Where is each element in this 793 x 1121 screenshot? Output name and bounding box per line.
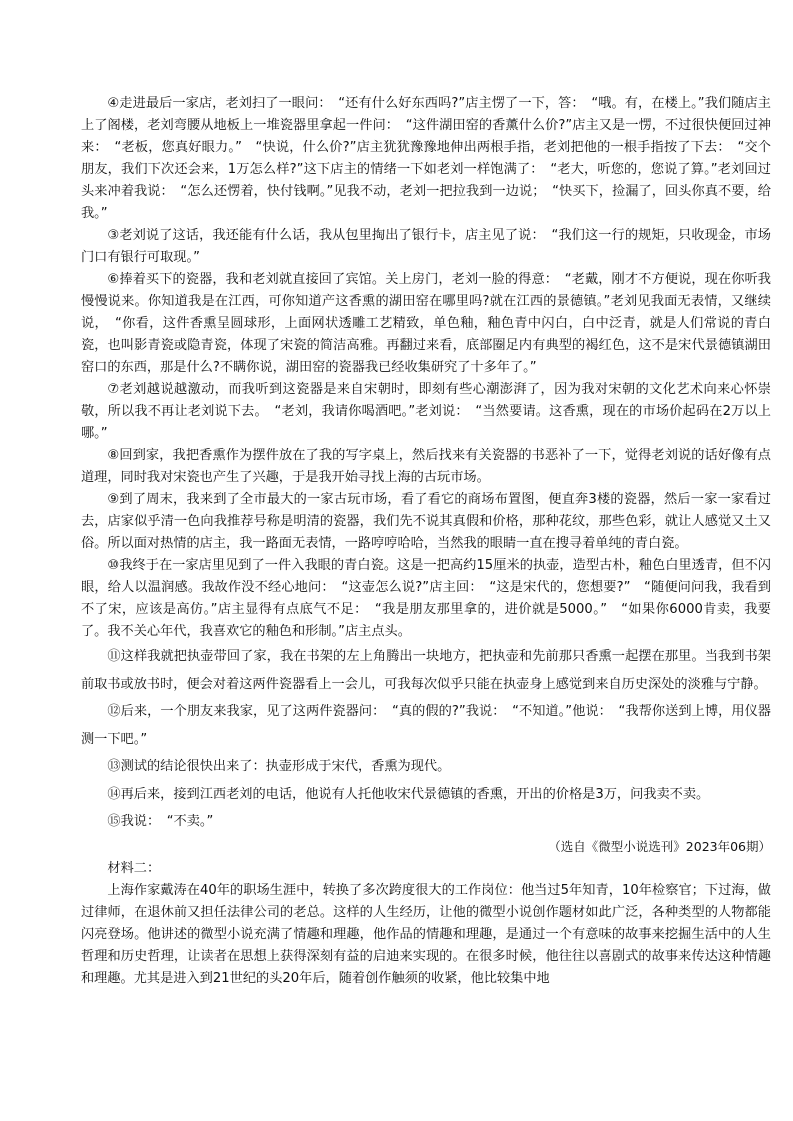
source-citation: （选自《微型小说选刊》2023年06期） — [548, 838, 771, 854]
paragraph-13: ⑬测试的结论很快出来了：执壶形成于宋代，香熏为现代。 — [107, 759, 451, 774]
paragraph-9: ⑨到了周末，我来到了全市最大的一家古玩市场，看了看它的商场布置图，便直奔3楼的瓷器，然后一家一家看过去，店家似乎清一色向我推荐号称是明清的瓷器，我们先不说其真假和价格，那种花纹，那些色彩，就让人感觉又土又俗。所以面对热情的店主，我一路面无表情，一路哼哼哈哈，当然我的眼睛一直在搜寻着单纯的青白瓷。 — [81, 492, 771, 551]
paragraph-12: ⑫后来，一个朋友来我家，见了这两件瓷器问： “真的假的?”我说： “不知道。”他说： “我帮你送到上博，用仪器测一下吧。” — [81, 704, 771, 747]
paragraph-7: ⑦老刘越说越激动，而我听到这瓷器是来自宋朝时，即刻有些心潮澎湃了，因为我对宋朝的文化艺术向来心怀崇敬，所以我不再让老刘说下去。 “老刘，我请你喝酒吧。”老刘说： “当然要请。这香熏，现在的市场价起码在2万以上哪。” — [81, 382, 771, 441]
material-2-heading: 材料二： — [107, 860, 161, 876]
paragraph-10: ⑩我终于在一家店里见到了一件入我眼的青白瓷。这是一把高约15厘米的执壶，造型古朴，釉色白里透青，但不闪眼，给人以温润感。我故作没不经心地问： “这壶怎么说?”店主回： “这是宋代的，您想要?” “随便问问我，我看到不了宋，应该是高仿。”店主显得有点底气不足： “我是朋友那里拿的，进价就是5000。” “如果你6000肯卖，我要了。我不关心年代，我喜欢它的釉色和形制。”店主点头。 — [81, 558, 771, 639]
paragraph-4: ④走进最后一家店，老刘扫了一眼问： “还有什么好东西吗?”店主愣了一下，答： “哦。有，在楼上。”我们随店主上了阁楼，老刘弯腰从地板上一堆瓷器里拿起一件问： “这件湖田窑的香薰什么价?”店主又是一愣，不过很快便回过神来： “老板，您真好眼力。” “快说，什么价?”店主犹犹豫豫地伸出两根手指，老刘把他的一根手指按了下去： “交个朋友，我们下次还会来，1万怎么样?”这下店主的情绪一下如老刘一样饱满了： “老大，听您的，您说了算。”老刘回过头来冲着我说： “怎么还愣着，快付钱啊。”见我不动，老刘一把拉我到一边说； “快买下，捡漏了，回头你真不要，给我。” — [81, 96, 771, 221]
paragraph-15: ⑮我说： “不卖。” — [107, 814, 214, 829]
paragraph-11: ⑪这样我就把执壶带回了家，我在书架的左上角腾出一块地方，把执壶和先前那只香熏一起摆在那里。当我到书架前取书或放书时，便会对着这两件瓷器看上一会儿，可我每次似乎只能在执壶身上感觉到来自历史深处的淡雅与宁静。 — [81, 649, 771, 692]
paragraph-14: ⑭再后来，接到江西老刘的电话，他说有人托他收宋代景德镇的香熏，开出的价格是3万，问我卖不卖。 — [107, 786, 710, 802]
document-page — [81, 93, 771, 990]
paragraph-6: ⑥捧着买下的瓷器，我和老刘就直接回了宾馆。关上房门，老刘一脸的得意： “老戴，刚才不方便说，现在你听我慢慢说来。你知道我是在江西，可你知道产这香熏的湖田窑在哪里吗?就在江西的景德镇。”老刘见我面无表情，又继续说， “你看，这件香熏呈圆球形，上面网状透雕工艺精致，单色釉，釉色青中闪白，白中泛青，就是人们常说的青白瓷，也叫影青瓷或隐青瓷，体现了宋瓷的简洁高雅。再翻过来看，底部圈足内有典型的褐红色，这不是宋代景德镇湖田窑口的东西，那是什么?不瞒你说，湖田窑的瓷器我已经收集研究了十多年了。” — [81, 272, 771, 375]
paragraph-8: ⑧回到家，我把香熏作为摆件放在了我的写字桌上，然后找来有关瓷器的书恶补了一下，觉得老刘说的话好像有点道理，同时我对宋瓷也产生了兴趣，于是我开始寻找上海的古玩市场。 — [81, 448, 771, 485]
paragraph-5: ③老刘说了这话，我还能有什么话，我从包里掏出了银行卡，店主见了说： “我们这一行的规矩，只收现金，市场门口有银行可取现。” — [81, 228, 771, 265]
material-2-text: 上海作家戴涛在40年的职场生涯中，转换了多次跨度很大的工作岗位：他当过5年知青，10年检察官；下过海，做过律师，在退休前又担任法律公司的老总。这样的人生经历，让他的微型小说创作题材如此广泛，各种类型的人物都能闪亮登场。他讲述的微型小说充满了情趣和理趣，他作品的情趣和理趣，是通过一个有意味的故事来挖掘生活中的人生哲理和历史哲理，让读者在思想上获得深刻有益的启迪来实现的。在很多时候，他往往以喜剧式的故事来传达这种情趣和理趣。尤其是进入到21世纪的头20年后，随着创作触须的收紧，他比较集中地 — [81, 882, 771, 986]
